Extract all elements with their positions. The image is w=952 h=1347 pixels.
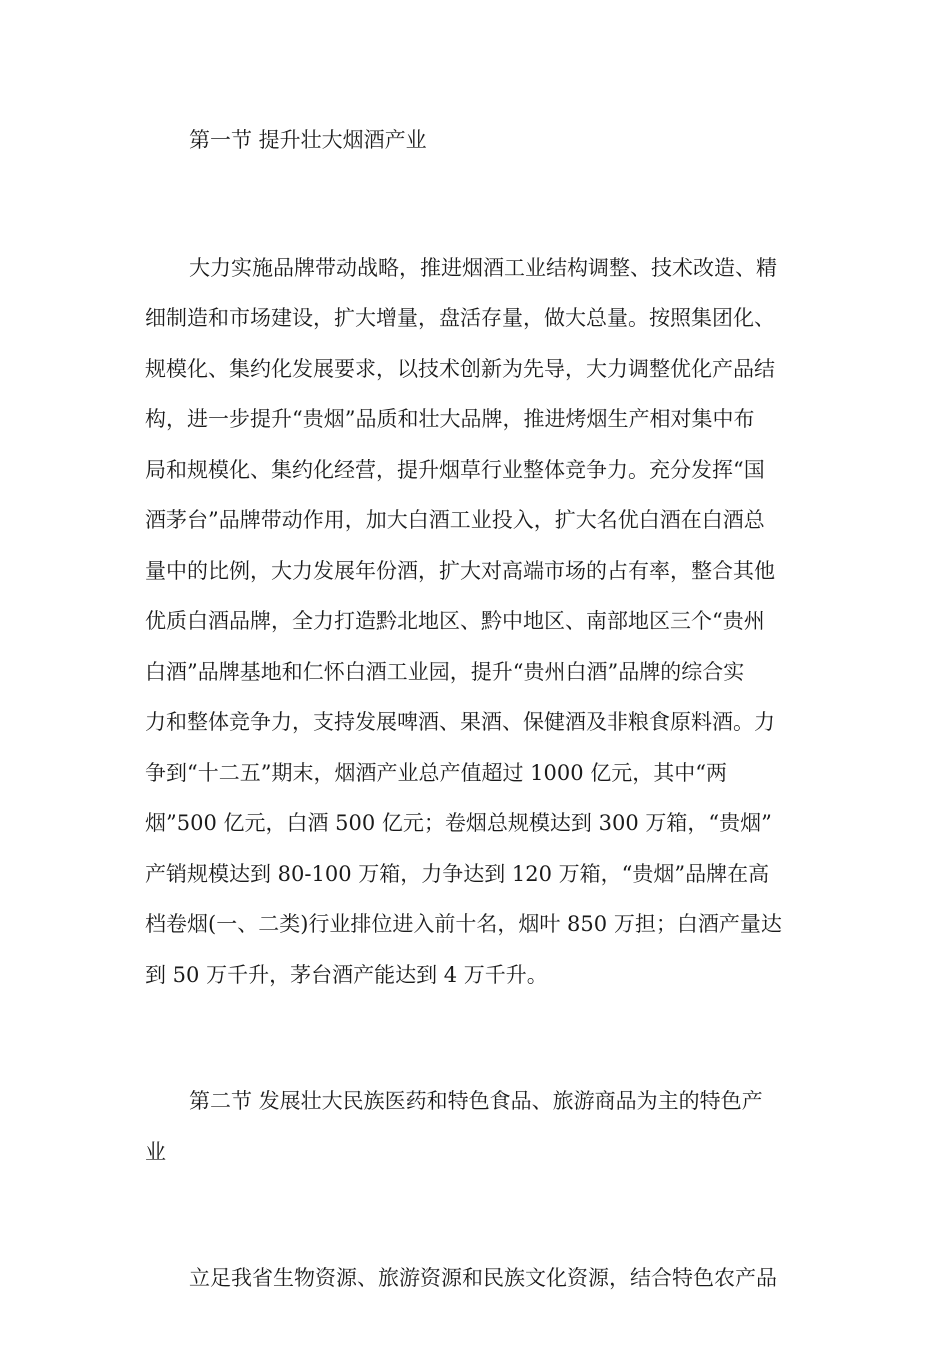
- paragraph-line: 烟”500 亿元，白酒 500 亿元；卷烟总规模达到 300 万箱，“贵烟”: [145, 811, 772, 835]
- paragraph-line: 争到“十二五”期末，烟酒产业总产值超过 1000 亿元，其中“两: [145, 760, 727, 785]
- section-2-paragraph: [145, 1253, 813, 1304]
- paragraph-line: 细制造和市场建设，扩大增量，盘活存量，做大总量。按照集团化、: [145, 306, 775, 330]
- paragraph-line: 优质白酒品牌，全力打造黔北地区、黔中地区、南部地区三个“贵州: [145, 609, 765, 633]
- paragraph-line: 力和整体竞争力，支持发展啤酒、果酒、保健酒及非粮食原料酒。力: [145, 710, 775, 734]
- heading-line: 第二节 发展壮大民族医药和特色食品、旅游商品为主的特色产: [189, 1089, 763, 1113]
- paragraph-line: 构，进一步提升“贵烟”品质和壮大品牌，推进烤烟生产相对集中布: [145, 407, 755, 431]
- section-1-paragraph: [145, 243, 813, 1001]
- spacer: [145, 1177, 813, 1253]
- section-2-heading: [145, 1076, 813, 1177]
- paragraph-line: 立足我省生物资源、旅游资源和民族文化资源，结合特色农产品: [189, 1266, 777, 1290]
- paragraph-line: 酒茅台”品牌带动作用，加大白酒工业投入，扩大名优白酒在白酒总: [145, 508, 765, 532]
- paragraph-line: 大力实施品牌带动战略，推进烟酒工业结构调整、技术改造、精: [189, 255, 777, 280]
- spacer: [145, 166, 813, 243]
- paragraph-line: 档卷烟(一、二类)行业排位进入前十名，烟叶 850 万担；白酒产量达: [145, 912, 782, 936]
- document-body: [145, 115, 813, 1304]
- paragraph-line: 白酒”品牌基地和仁怀白酒工业园，提升“贵州白酒”品牌的综合实: [145, 659, 745, 684]
- section-1-heading: 第一节 提升壮大烟酒产业: [189, 128, 427, 152]
- paragraph-line: 到 50 万千升，茅台酒产能达到 4 万千升。: [145, 962, 548, 987]
- spacer: [145, 1000, 813, 1076]
- paragraph-line: 规模化、集约化发展要求，以技术创新为先导，大力调整优化产品结: [145, 356, 775, 381]
- paragraph-line: 局和规模化、集约化经营，提升烟草行业整体竞争力。充分发挥“国: [145, 457, 765, 482]
- paragraph-line: 产销规模达到 80-100 万箱，力争达到 120 万箱，“贵烟”品牌在高: [145, 861, 770, 886]
- heading-line: 业: [145, 1139, 166, 1164]
- paragraph-line: 量中的比例，大力发展年份酒，扩大对高端市场的占有率，整合其他: [145, 558, 775, 583]
